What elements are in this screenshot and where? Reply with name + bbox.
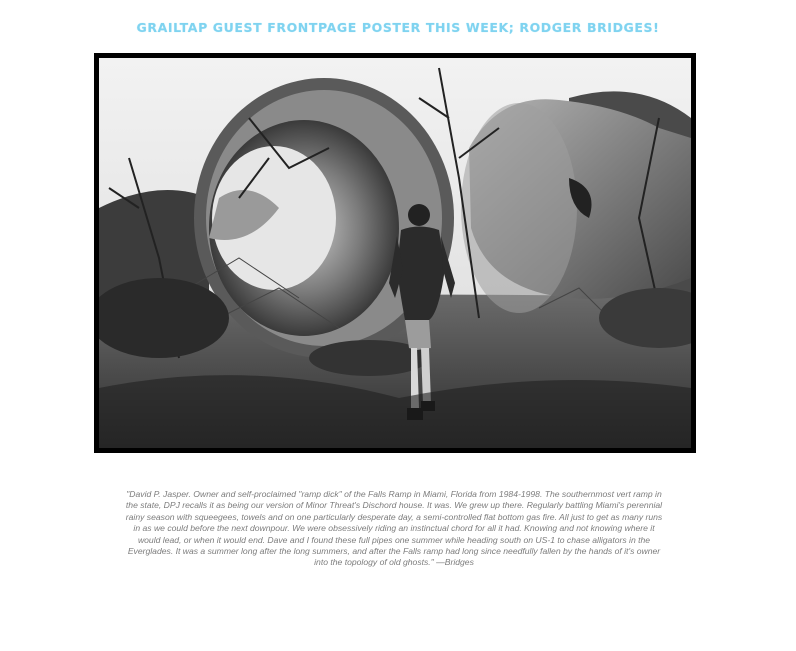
page-title: GRAILTAP GUEST FRONTPAGE POSTER THIS WEEK; RODGER BRIDGES! [136, 20, 660, 35]
poster-photo [94, 53, 696, 453]
photo-image [99, 58, 691, 448]
photo-caption: "David P. Jasper. Owner and self-proclaimed "ramp dick" of the Falls Ramp in Miami, Florida from 1984-1998. The southernmost vert ramp in the state, DPJ recalls it as being our version of Minor Threat's Dischord house. It was. We grew up there. Regularly battling Miami's perennial rainy season with squeegees, towels and on one particularly desperate day, a semi-controlled flat bottom gas fire. All just to get as many runs in as we could before the next downpour. We were obsessively riding an instinctual chord for all it had. Knowing and not knowing where it would lead, or when it would end. Dave and I found these full pipes one summer while heading south on US-1 to chase alligators in the Everglades. It was a summer long after the long summers, and after the Falls ramp had long since needfully fallen by the hands of it's owner into the topology of old ghosts." —Bridges [125, 489, 663, 568]
